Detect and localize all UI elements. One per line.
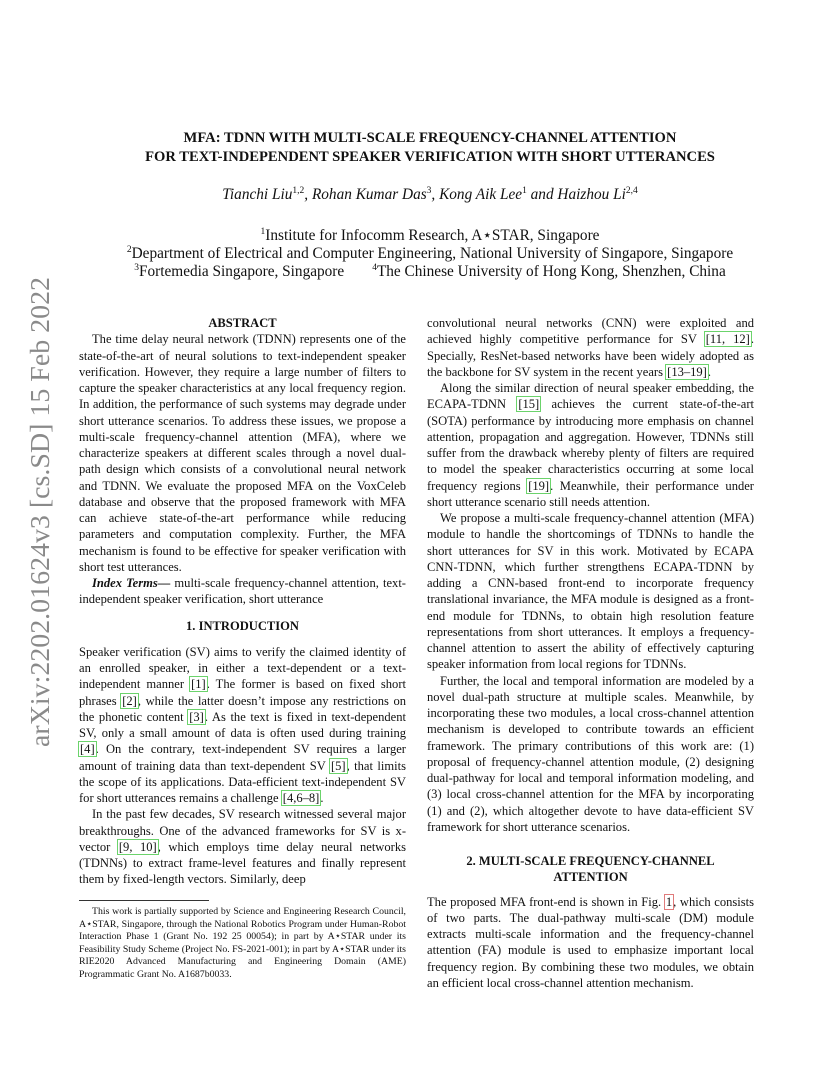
arxiv-identifier-text: arXiv:2202.01624v3 [cs.SD] 15 Feb 2022 <box>25 292 55 747</box>
intro-paragraph-3 <box>427 380 754 510</box>
index-terms-label: Index Terms— <box>92 576 171 590</box>
right-column <box>427 315 754 991</box>
abstract-heading: ABSTRACT <box>208 316 277 330</box>
intro-paragraph-1 <box>79 644 406 807</box>
citation-link[interactable]: [4] <box>80 742 95 757</box>
affiliation-text: Department of Electrical and Computer Engineering, National University of Singapore, Singapore <box>131 245 734 262</box>
text-run: , while the latter doesn’t impose any restrictions on the phonetic content <box>79 693 407 724</box>
citation-link[interactable]: [9, 10] <box>118 839 157 854</box>
author-separator: and <box>526 186 558 203</box>
text-run: achieves the current state-of-the-art (SOTA) performance by introducing more emphasis on channel attention, propagation and aggregation. However, TDNNs still suffer from the drawback whereby plenty of filters are required to model the speaker characteristics occurring at some local frequency regions <box>427 397 754 493</box>
affiliation-3-4 <box>80 263 780 281</box>
text-run: convolutional neural networks (CNN) were exploited and achieved highly competitive performance for SV <box>427 316 754 347</box>
title-line-2: FOR TEXT-INDEPENDENT SPEAKER VERIFICATION WITH SHORT UTTERANCES <box>145 149 715 165</box>
affiliation-text: Institute for Infocomm Research, A⋆STAR, Singapore <box>265 227 600 244</box>
title-line-1: MFA: TDNN WITH MULTI-SCALE FREQUENCY-CHANNEL ATTENTION <box>183 130 677 146</box>
author-name: Rohan Kumar Das <box>311 186 427 203</box>
affiliation-text: The Chinese University of Hong Kong, Shenzhen, China <box>376 263 726 280</box>
author-name: Tianchi Liu <box>222 186 293 203</box>
affiliation-1 <box>80 226 780 245</box>
text-run: . <box>707 364 712 379</box>
text-run: Speaker verification (SV) aims to verify the claimed identity of an enrolled speaker, in either a text-dependent or a text-independent manner <box>79 644 406 692</box>
index-terms-text: multi-scale frequency-channel attention, text-independent speaker verification, short utterance <box>79 576 406 607</box>
heading-line: 2. MULTI-SCALE FREQUENCY-CHANNEL <box>466 854 715 868</box>
text-run: , which consists of two parts. The dual-pathway multi-scale (DM) module extracts multi-scale information and the frequency-channel attention (FA) module is used to emphasize important local frequency region. By combining these two modules, we obtain an efficient local cross-channel attention mechanism. <box>427 894 754 990</box>
text-run: . The former is based on fixed short phrases <box>79 677 406 708</box>
intro-paragraph-4: We propose a multi-scale frequency-channel attention (MFA) module to handle the shortcomings of TDNNs to handle the short utterances for SV in this work. Motivated by ECAPA CNN-TDNN, which further strengthens ECAPA-TDNN by adding a CNN-based front-end to incorporate frequency translational invariance, the MFA module is designed as a front-end module for TDNNs, to obtain high resolution feature representations from short utterances. It employs a frequency-channel attention to assert the ability of effectively capturing speaker information from local regions for TDNNs. <box>427 511 754 672</box>
text-run: . On the contrary, text-independent SV requires a larger amount of training data than text-dependent SV <box>79 742 406 773</box>
affiliation-sup: 3 <box>134 263 139 273</box>
text-run: In the past few decades, SV research witnessed several major breakthroughs. One of the advanced frameworks for SV is x-vector <box>79 807 406 854</box>
affiliation-sup: 4 <box>372 263 377 273</box>
abstract-text: The time delay neural network (TDNN) represents one of the state-of-the-art of neural solutions to text-independent speaker verification. However, they require a large number of filters to capture the speaker characteristics at any local frequency region. In addition, the performance of such systems may degrade under short utterance scenarios. To address these issues, we propose a multi-scale frequency-channel attention (MFA), where we characterize speakers at different scales through a novel dual-path design which consists of a convolutional neural network and TDNN. We evaluate the proposed MFA on the VoxCeleb database and observe that the proposed framework with MFA can achieve state-of-the-art performance while reducing parameters and computation complexity. Further, the MFA mechanism is found to be effective for speaker verification with short test utterances. <box>79 332 406 574</box>
author-separator: , <box>304 186 312 203</box>
author-list <box>100 186 760 204</box>
affiliation-sup: 2 <box>126 245 132 255</box>
index-terms <box>79 575 406 608</box>
citation-link[interactable]: [4,6–8] <box>282 791 320 805</box>
intro-paragraph-5: Further, the local and temporal information are modeled by a novel dual-path structure at multiple scales. Meanwhile, by incorporating these two modules, a local cross-channel attention mechanism is developed to contribute towards an efficient framework. The primary contributions of this work are: (1) proposal of frequency-channel attention module, (2) designing dual-pathway for local and temporal information modeling, and (3) local cross-channel attention for the MFA by incorporating (1) and (2), which altogether devote to have data-efficient SV framework for short utterance scenarios. <box>427 673 754 834</box>
author-affil-sup: 3 <box>426 186 432 196</box>
arxiv-identifier <box>18 275 58 750</box>
citation-link[interactable]: [3] <box>189 709 204 724</box>
author-name: Kong Aik Lee <box>439 186 523 203</box>
author-affil-sup: 1 <box>522 186 527 196</box>
citation-link[interactable]: [1] <box>191 677 206 692</box>
section-heading-mfa <box>427 853 754 886</box>
text-run: . As the text is fixed in text-dependent SV, only a small amount of data is often used during training <box>79 709 406 740</box>
text-run: Along the similar direction of neural speaker embedding, the ECAPA-TDNN <box>427 381 754 412</box>
text-run: The proposed MFA front-end is shown in Fig. <box>427 894 665 909</box>
citation-link[interactable]: [2] <box>122 693 137 708</box>
text-run: . Specially, ResNet-based networks have been widely adopted as the backbone for SV system in the recent years <box>427 332 754 379</box>
text-run: . <box>320 791 324 805</box>
author-name: Haizhou Li <box>557 186 626 203</box>
author-affil-sup: 2,4 <box>625 186 638 196</box>
citation-link[interactable]: [5] <box>330 758 346 773</box>
author-separator: , <box>431 186 440 203</box>
text-run: . Meanwhile, their performance under short utterance scenario still needs attention. <box>427 478 754 509</box>
text-run: , that limits the scope of its applications. Data-efficient text-independent SV for short utterances remains a challenge <box>79 758 406 805</box>
footnote-text: This work is partially supported by Science and Engineering Research Council, A⋆STAR, Singapore, through the National Robotics Program under Human-Robot Interaction Phase 1 (Grant No. 192 25 00054); in part by A⋆STAR under its Feasibility Study Scheme (Project No. FS-2021-001); in part by A⋆STAR under its RIE2020 Advanced Manufacturing and Engineering Domain (AME) Programmatic Grant No. A1687b0033. <box>79 906 406 980</box>
heading-line: ATTENTION <box>553 870 628 885</box>
paper-title <box>100 129 760 167</box>
intro-paragraph-2-cont <box>427 315 754 380</box>
affiliation-text: Fortemedia Singapore, Singapore <box>139 263 345 280</box>
section-heading-introduction: 1. INTRODUCTION <box>186 618 299 633</box>
footnote <box>79 900 406 982</box>
citation-link[interactable]: [11, 12] <box>705 332 750 347</box>
citation-link[interactable]: [13–19] <box>667 364 707 379</box>
left-column <box>79 315 406 888</box>
citation-link[interactable]: [19] <box>528 478 550 493</box>
author-affil-sup: 1,2 <box>292 186 305 196</box>
text-run: , which employs time delay neural networks (TDNNs) to extract frame-level features and finally represent them by fixed-length vectors. Similarly, deep <box>79 839 406 887</box>
mfa-paragraph-1 <box>427 894 754 992</box>
figure-reference-link[interactable]: 1 <box>665 894 673 909</box>
citation-link[interactable]: [15] <box>518 397 540 412</box>
affiliation-2 <box>80 245 780 263</box>
intro-paragraph-2-start <box>79 806 406 887</box>
affiliation-sup: 1 <box>260 227 266 237</box>
